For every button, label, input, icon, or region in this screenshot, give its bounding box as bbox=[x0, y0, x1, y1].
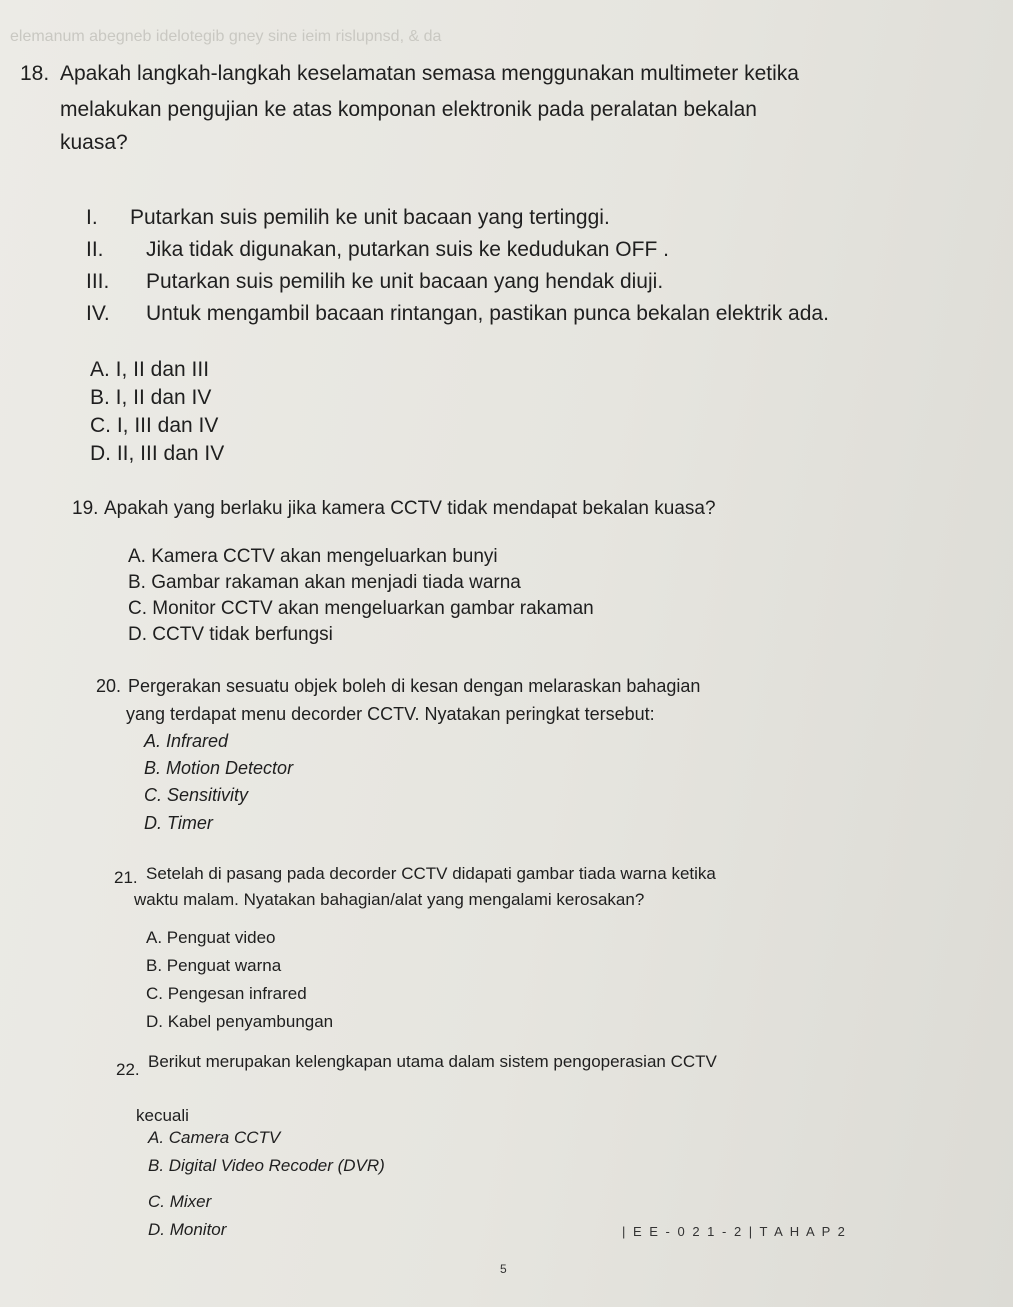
question-text-line: Pergerakan sesuatu objek boleh di kesan dengan melaraskan bahagian bbox=[128, 676, 701, 696]
answer-option: A. Penguat video bbox=[146, 928, 276, 947]
statement-numeral: I. bbox=[86, 206, 98, 229]
question-text-line: kuasa? bbox=[60, 131, 128, 154]
question-number: 18. bbox=[20, 62, 50, 85]
question-text-line: Berikut merupakan kelengkapan utama dalam sistem pengoperasian CCTV bbox=[148, 1052, 717, 1071]
answer-option: D. II, III dan IV bbox=[90, 442, 225, 465]
question-text-line: Setelah di pasang pada decorder CCTV didapati gambar tiada warna ketika bbox=[146, 864, 716, 883]
statement-text: Jika tidak digunakan, putarkan suis ke kedudukan OFF . bbox=[146, 238, 669, 261]
answer-option: D. Kabel penyambungan bbox=[146, 1012, 334, 1031]
answer-option: B. I, II dan IV bbox=[90, 386, 212, 409]
answer-option: A. Infrared bbox=[144, 731, 229, 751]
question-text-line: melakukan pengujian ke atas komponan elektronik pada peralatan bekalan bbox=[60, 98, 757, 121]
answer-option: D. Timer bbox=[144, 813, 213, 833]
answer-option: C. Mixer bbox=[148, 1192, 212, 1211]
question-text-line: Apakah langkah-langkah keselamatan semasa menggunakan multimeter ketika bbox=[60, 62, 799, 85]
statement-text: Putarkan suis pemilih ke unit bacaan yang hendak diuji. bbox=[146, 270, 664, 293]
statement-numeral: II. bbox=[86, 238, 104, 261]
page-number: 5 bbox=[500, 1262, 507, 1276]
question-text-line: kecuali bbox=[136, 1106, 189, 1125]
answer-option: B. Gambar rakaman akan menjadi tiada warna bbox=[128, 572, 521, 593]
question-number: 19. bbox=[72, 498, 99, 519]
question-text-line: waktu malam. Nyatakan bahagian/alat yang mengalami kerosakan? bbox=[134, 890, 645, 909]
answer-option: B. Motion Detector bbox=[144, 758, 294, 778]
answer-option: D. Monitor bbox=[148, 1220, 227, 1239]
answer-option: C. I, III dan IV bbox=[90, 414, 219, 437]
document-code: | E E - 0 2 1 - 2 | T A H A P 2 bbox=[622, 1224, 847, 1239]
question-text-line: yang terdapat menu decorder CCTV. Nyatakan peringkat tersebut: bbox=[126, 704, 655, 724]
question-number: 22. bbox=[116, 1060, 140, 1079]
statement-text: Putarkan suis pemilih ke unit bacaan yang tertinggi. bbox=[130, 206, 610, 229]
answer-option: B. Digital Video Recoder (DVR) bbox=[148, 1156, 385, 1175]
answer-option: C. Sensitivity bbox=[144, 785, 249, 805]
statement-numeral: IV. bbox=[86, 302, 110, 325]
answer-option: A. Camera CCTV bbox=[148, 1128, 281, 1147]
statement-numeral: III. bbox=[86, 270, 110, 293]
statement-text: Untuk mengambil bacaan rintangan, pastikan punca bekalan elektrik ada. bbox=[146, 302, 829, 325]
bleed-through-text: elemanum abegneb idelotegib gney sine ieim rislupnsd, & da bbox=[10, 28, 442, 45]
answer-option: A. I, II dan III bbox=[90, 358, 210, 381]
question-text-line: Apakah yang berlaku jika kamera CCTV tidak mendapat bekalan kuasa? bbox=[104, 498, 716, 519]
answer-option: D. CCTV tidak berfungsi bbox=[128, 624, 333, 645]
answer-option: C. Pengesan infrared bbox=[146, 984, 307, 1003]
question-number: 21. bbox=[114, 868, 138, 887]
answer-option: C. Monitor CCTV akan mengeluarkan gambar rakaman bbox=[128, 598, 594, 619]
answer-option: A. Kamera CCTV akan mengeluarkan bunyi bbox=[128, 546, 498, 567]
answer-option: B. Penguat warna bbox=[146, 956, 282, 975]
question-number: 20. bbox=[96, 676, 122, 696]
